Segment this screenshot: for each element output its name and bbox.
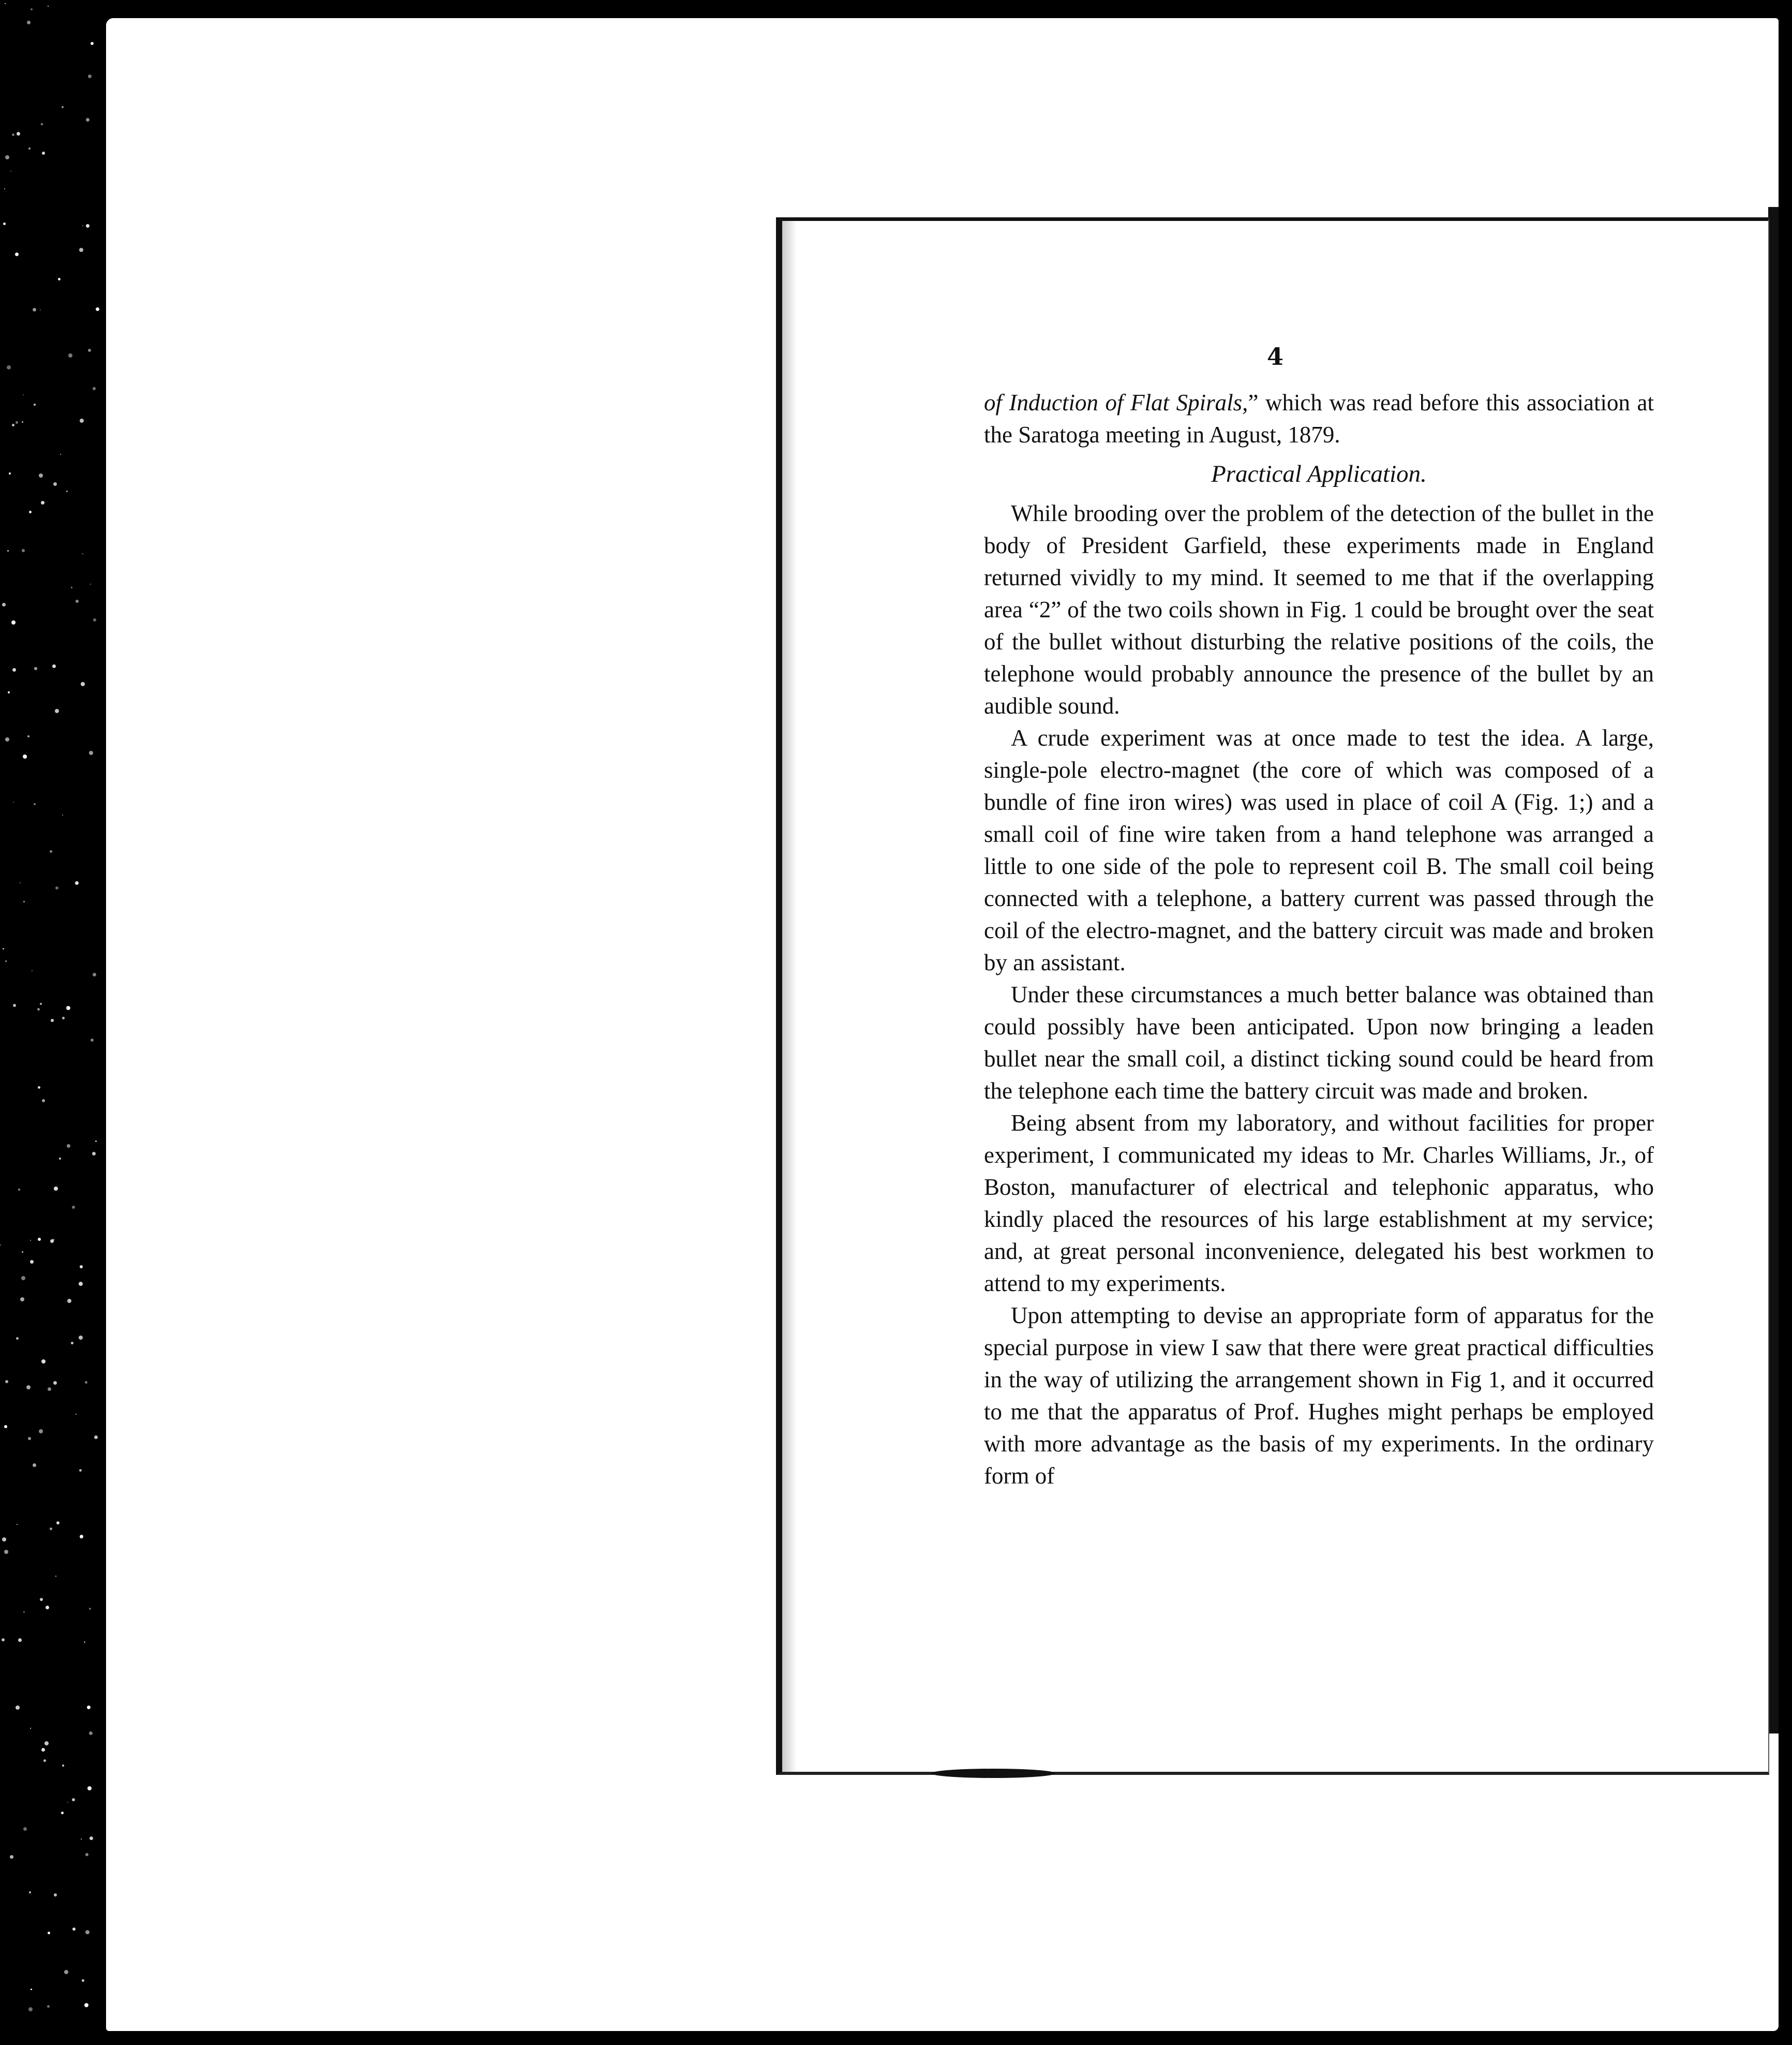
noise-speck bbox=[93, 618, 96, 621]
noise-speck bbox=[58, 278, 61, 280]
noise-speck bbox=[85, 1930, 89, 1934]
noise-speck bbox=[34, 404, 36, 406]
noise-speck bbox=[46, 1606, 49, 1609]
page-gutter-shadow bbox=[782, 221, 797, 1772]
noise-speck bbox=[17, 1524, 18, 1525]
document-page bbox=[776, 217, 1769, 1775]
noise-speck bbox=[20, 1297, 24, 1301]
noise-speck bbox=[23, 754, 27, 759]
noise-speck bbox=[85, 1381, 87, 1384]
noise-speck bbox=[89, 1608, 91, 1610]
noise-speck bbox=[23, 1611, 25, 1613]
noise-speck bbox=[27, 21, 31, 24]
noise-speck bbox=[80, 1265, 83, 1268]
noise-speck bbox=[67, 1802, 68, 1803]
noise-speck bbox=[91, 1039, 94, 1042]
opening-italic-title: of Induction of Flat Spirals, bbox=[984, 390, 1248, 416]
noise-speck bbox=[13, 802, 14, 803]
next-leaf-edge bbox=[1768, 207, 1779, 1733]
noise-speck bbox=[28, 1437, 31, 1440]
noise-speck bbox=[31, 1989, 32, 1990]
noise-speck bbox=[7, 550, 9, 552]
noise-speck bbox=[23, 901, 25, 902]
paragraph: Being absent from my laboratory, and without facilities for proper experiment, I communicated my ideas to Mr. Charles Williams, Jr., of Boston, manufacturer of electrical and telephonic apparatus, who kindly placed the resources of his large establishment at my service; and, at great personal inconvenience, delegated his best workmen to attend to my experiments. bbox=[984, 1110, 1654, 1296]
page-number: 4 bbox=[1266, 343, 1283, 371]
noise-speck bbox=[4, 1550, 8, 1554]
noise-speck bbox=[2, 1638, 5, 1641]
noise-speck bbox=[72, 1206, 75, 1209]
noise-speck bbox=[5, 960, 7, 962]
noise-speck bbox=[22, 1251, 23, 1253]
noise-speck bbox=[61, 1812, 64, 1814]
noise-speck bbox=[3, 948, 4, 950]
noise-speck bbox=[89, 751, 93, 755]
noise-speck bbox=[60, 454, 61, 455]
noise-speck bbox=[16, 1706, 20, 1710]
noise-speck bbox=[31, 8, 33, 10]
noise-speck bbox=[81, 1839, 82, 1840]
noise-speck bbox=[89, 1836, 93, 1840]
noise-speck bbox=[56, 1521, 59, 1524]
opening-paragraph bbox=[984, 387, 1654, 451]
noise-speck bbox=[21, 1276, 25, 1280]
noise-speck bbox=[50, 1239, 54, 1243]
noise-speck bbox=[2, 603, 6, 606]
noise-speck bbox=[80, 1535, 83, 1538]
noise-speck bbox=[4, 1425, 7, 1428]
noise-speck bbox=[72, 1798, 75, 1801]
noise-speck bbox=[79, 1336, 83, 1340]
noise-speck bbox=[18, 1638, 22, 1642]
noise-speck bbox=[10, 1855, 13, 1859]
noise-speck bbox=[4, 188, 5, 189]
noise-speck bbox=[22, 549, 25, 552]
noise-speck bbox=[67, 1144, 70, 1148]
noise-speck bbox=[26, 1385, 31, 1389]
noise-speck bbox=[30, 1240, 31, 1241]
noise-speck bbox=[84, 2003, 88, 2007]
noise-speck bbox=[3, 223, 6, 225]
noise-speck bbox=[90, 584, 91, 585]
noise-speck bbox=[11, 620, 16, 625]
noise-speck bbox=[40, 1003, 42, 1005]
noise-speck bbox=[82, 225, 83, 226]
noise-speck bbox=[79, 248, 83, 252]
noise-speck bbox=[52, 664, 56, 668]
noise-speck bbox=[33, 1463, 36, 1467]
noise-speck bbox=[37, 1008, 40, 1011]
noise-speck bbox=[62, 106, 64, 108]
noise-speck bbox=[30, 1260, 34, 1264]
noise-speck bbox=[80, 419, 84, 423]
noise-speck bbox=[62, 814, 63, 816]
noise-speck bbox=[72, 1928, 76, 1931]
noise-speck bbox=[33, 308, 36, 312]
noise-speck bbox=[67, 1299, 71, 1303]
noise-speck bbox=[62, 1765, 64, 1767]
noise-speck bbox=[84, 1641, 85, 1643]
noise-speck bbox=[40, 1598, 43, 1601]
noise-speck bbox=[59, 1158, 61, 1160]
noise-speck bbox=[7, 365, 11, 369]
noise-speck bbox=[34, 667, 37, 670]
noise-speck bbox=[41, 501, 44, 505]
noise-speck bbox=[16, 1337, 19, 1340]
noise-speck bbox=[81, 682, 85, 686]
noise-speck bbox=[41, 1359, 46, 1364]
noise-speck bbox=[86, 118, 89, 122]
noise-speck bbox=[28, 147, 31, 150]
noise-speck bbox=[64, 1970, 68, 1974]
noise-speck bbox=[34, 803, 36, 805]
noise-speck bbox=[29, 511, 32, 513]
noise-speck bbox=[55, 1576, 56, 1577]
noise-speck bbox=[89, 1731, 93, 1735]
noise-speck bbox=[41, 123, 43, 125]
noise-speck bbox=[88, 349, 91, 352]
noise-speck bbox=[10, 171, 11, 172]
noise-speck bbox=[0, 1244, 1, 1246]
page-bottom-smudge bbox=[931, 1769, 1055, 1778]
body-text bbox=[984, 387, 1654, 1492]
noise-speck bbox=[23, 394, 24, 395]
noise-speck bbox=[87, 1786, 92, 1790]
noise-speck bbox=[86, 224, 89, 228]
noise-speck bbox=[50, 850, 52, 853]
noise-speck bbox=[5, 155, 9, 159]
noise-speck bbox=[38, 1086, 40, 1089]
paragraph: While brooding over the problem of the detection of the bullet in the body of President Garfield, these experiments made in England returned vividly to my mind. It seemed to me that if the overlapping area “2” of the two coils shown in Fig. 1 could be brought over the seat of the bullet without disturbing the relative positions of the coils, the telephone would probably announce the presence of the bullet by an audible sound. bbox=[984, 500, 1654, 719]
noise-speck bbox=[12, 668, 16, 672]
noise-speck bbox=[48, 1387, 51, 1391]
noise-speck bbox=[5, 3, 6, 4]
noise-speck bbox=[62, 1017, 65, 1019]
noise-speck bbox=[66, 1006, 70, 1010]
noise-speck bbox=[54, 1893, 57, 1896]
noise-speck bbox=[79, 1282, 83, 1286]
noise-speck bbox=[2, 1537, 6, 1542]
noise-speck bbox=[47, 2005, 50, 2008]
noise-speck bbox=[12, 424, 14, 426]
noise-speck bbox=[87, 1706, 91, 1709]
noise-speck bbox=[5, 1380, 8, 1383]
noise-speck bbox=[95, 1140, 97, 1142]
noise-speck bbox=[88, 75, 92, 78]
paragraph: A crude experiment was at once made to test the idea. A large, single-pole electro-magnet (the core of which was composed of a bundle of fine iron wires) was used in place of coil A (Fig. 1;) and a small coil of fine wire taken from a hand telephone was arranged a little to one side of the pole to represent coil B. The small coil being connected with a telephone, a battery current was passed through the coil of the electro-magnet, and the battery circuit was made and broken by an assistant. bbox=[984, 725, 1654, 975]
noise-speck bbox=[68, 353, 72, 358]
noise-speck bbox=[94, 1435, 98, 1439]
noise-speck bbox=[85, 1853, 88, 1856]
noise-speck bbox=[43, 1759, 46, 1762]
section-heading: Practical Application. bbox=[1211, 461, 1427, 487]
noise-speck bbox=[48, 6, 49, 7]
noise-speck bbox=[12, 134, 14, 136]
noise-speck bbox=[96, 307, 99, 311]
noise-speck bbox=[27, 735, 29, 737]
noise-speck bbox=[32, 970, 33, 971]
noise-speck bbox=[22, 421, 23, 423]
noise-speck bbox=[51, 1019, 54, 1022]
noise-speck bbox=[75, 881, 79, 885]
noise-speck bbox=[71, 1342, 73, 1344]
noise-speck bbox=[92, 1152, 96, 1155]
noise-speck bbox=[82, 1979, 84, 1982]
noise-speck bbox=[20, 882, 21, 883]
paragraph: Upon attempting to devise an appropriate form of apparatus for the special purpose in view I saw that there were great practical difficulties in the way of utilizing the arrangement shown in Fig 1, and it occurred to me that the apparatus of Prof. Hughes might perhaps be employed with more advantage as the basis of my experiments. In the ordinary form of bbox=[984, 1302, 1654, 1489]
noise-speck bbox=[44, 1741, 49, 1745]
noise-speck bbox=[9, 472, 11, 475]
noise-speck bbox=[5, 737, 9, 742]
noise-speck bbox=[66, 491, 68, 492]
noise-speck bbox=[76, 600, 79, 603]
noise-speck bbox=[42, 1099, 45, 1102]
noise-speck bbox=[93, 973, 96, 976]
noise-speck bbox=[42, 152, 45, 155]
noise-speck bbox=[41, 1748, 45, 1752]
noise-speck bbox=[76, 1414, 77, 1415]
noise-speck bbox=[91, 42, 94, 45]
noise-speck bbox=[82, 553, 83, 554]
noise-speck bbox=[23, 1827, 27, 1831]
noise-speck bbox=[30, 1728, 31, 1729]
noise-speck bbox=[40, 309, 41, 310]
noise-speck bbox=[55, 886, 58, 890]
noise-speck bbox=[50, 1528, 52, 1530]
noise-speck bbox=[29, 1891, 31, 1893]
noise-speck bbox=[38, 1238, 41, 1241]
noise-speck bbox=[48, 1932, 50, 1934]
noise-speck bbox=[8, 691, 10, 693]
noise-speck bbox=[53, 482, 57, 486]
noise-speck bbox=[16, 421, 18, 424]
noise-speck bbox=[71, 587, 72, 588]
noise-speck bbox=[18, 1189, 20, 1191]
noise-speck bbox=[93, 387, 96, 390]
noise-speck bbox=[53, 1381, 57, 1385]
noise-speck bbox=[15, 253, 19, 256]
noise-speck bbox=[17, 132, 20, 136]
noise-speck bbox=[28, 2007, 33, 2011]
noise-speck bbox=[39, 1429, 43, 1433]
noise-speck bbox=[13, 1004, 16, 1007]
noise-speck bbox=[55, 709, 59, 713]
noise-speck bbox=[39, 473, 43, 478]
opening-rest: ” which was read before this association at the Saratoga meeting in August, 1879. bbox=[984, 390, 1654, 448]
noise-speck bbox=[54, 1187, 58, 1191]
noise-speck bbox=[79, 1469, 82, 1472]
paragraph: Under these circumstances a much better balance was obtained than could possibly have been anticipated. Upon now bringing a leaden bullet near the small coil, a distinct ticking sound could be heard from the telephone each time the battery circuit was made and broken. bbox=[984, 982, 1654, 1104]
